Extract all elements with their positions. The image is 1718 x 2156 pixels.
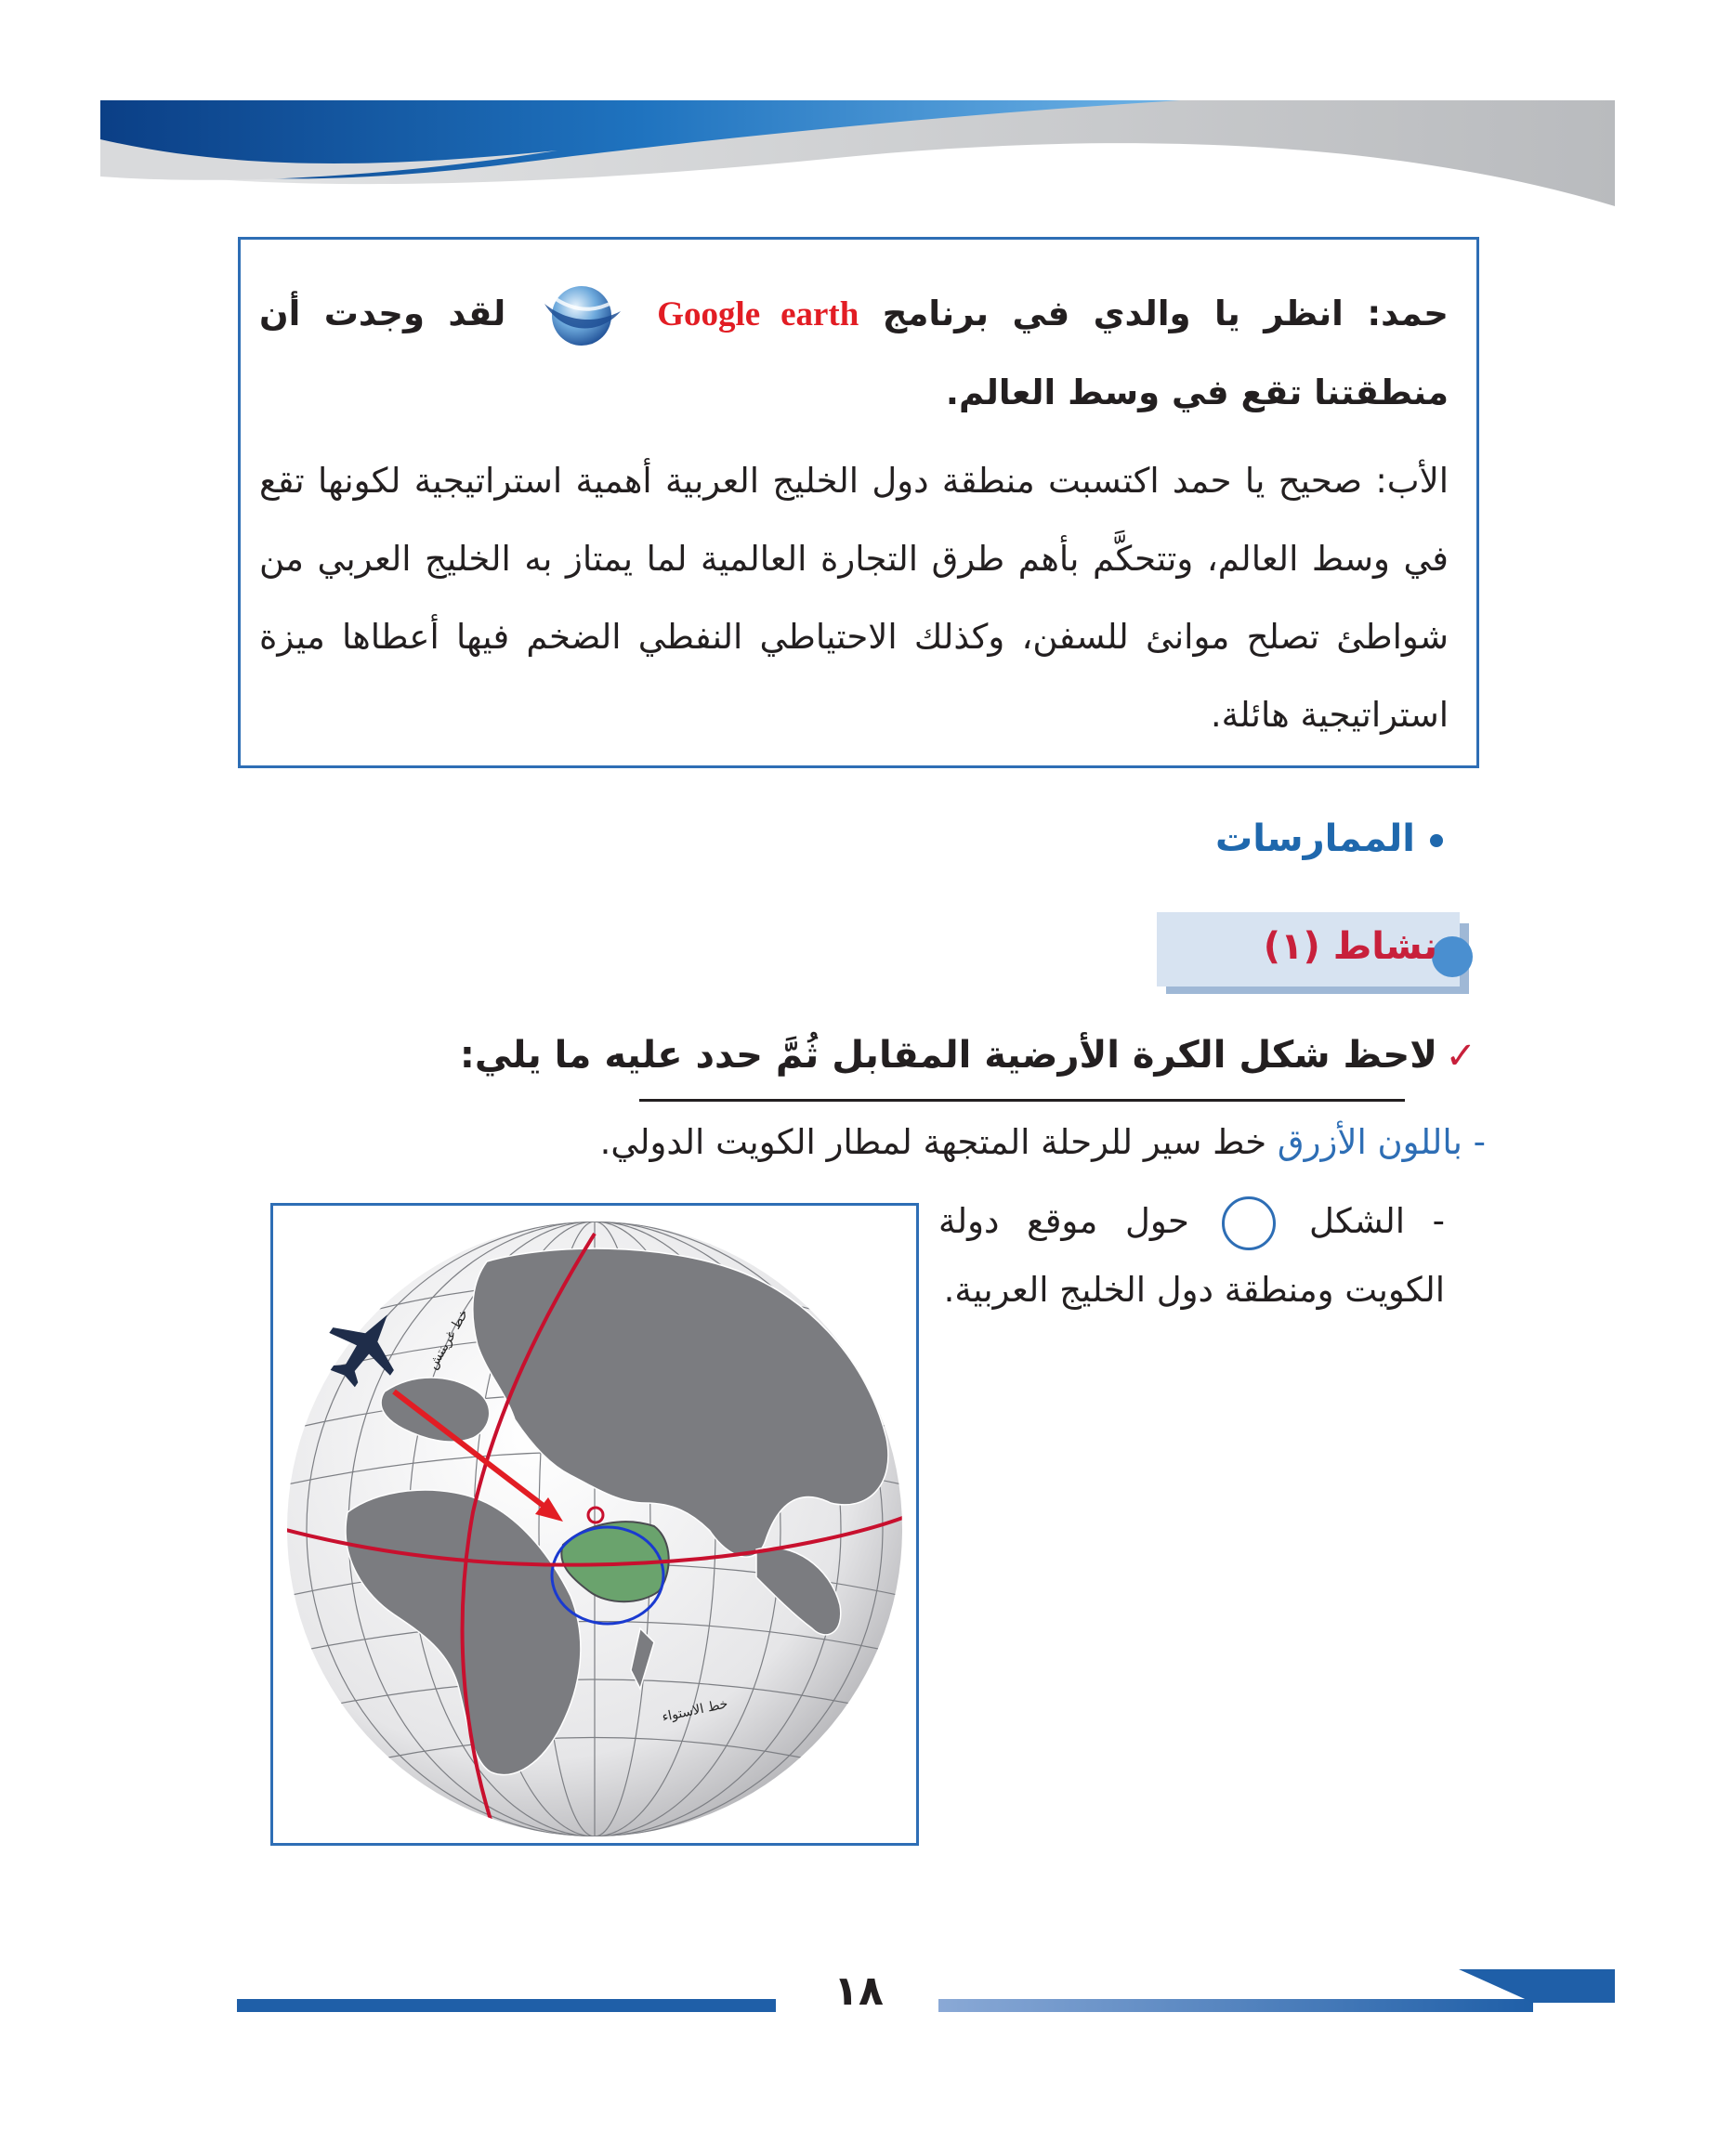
blue-route-task [600,1122,1486,1162]
circle-rest-text: حول موقع دولة الكويت ومنطقة دول الخليج العربية. [938,1201,1445,1310]
blue-color-label: - باللون الأزرق [1277,1122,1486,1162]
check-icon: ✓ [1445,1035,1476,1078]
father-dialogue: الأب: صحيح يا حمد اكتسبت منطقة دول الخليج العربية أهمية استراتيجية لكونها تقع في وسط العالم، وتتحكَّم بأهم طرق التجارة العالمية لما يمتاز به الخليج العربي من شواطئ تصلح موانئ للسفن، وكذلك الاحتياطي النفطي الضخم فيها أعطاها ميزة استراتيجية هائلة. [259,461,1449,735]
greenwich-label: خط غرينتش [425,1307,472,1373]
activity-instruction: لاحظ شكل الكرة الأرضية المقابل ثُمَّ حدد عليه ما يلي: [459,1034,1437,1077]
instruction-underline [639,1099,1405,1102]
google-earth-icon [535,285,628,346]
practices-heading-text: الممارسات [1215,817,1415,860]
globe-figure [270,1203,919,1846]
globe-map [273,1206,916,1843]
practices-heading [1215,817,1443,860]
circle-shape-icon [1222,1196,1276,1250]
google-earth-label: Google earth [657,295,859,333]
hamad-rest-text: لقد وجدت أن منطقتنا تقع في وسط العالم. [259,294,1449,412]
equator-label: خط الاستواء [661,1696,729,1725]
bullet-icon [1430,834,1443,847]
hamad-dialogue [259,275,1449,432]
dialogue-box [238,237,1479,768]
blue-route-text: خط سير للرحلة المتجهة لمطار الكويت الدولي. [599,1122,1278,1162]
header-wave-decoration [0,0,1718,242]
circle-task [938,1187,1445,1325]
page-number: ١٨ [833,1967,884,2015]
circle-prefix-text: - الشكل [1309,1201,1445,1241]
activity-title: نشاط (١) [1263,925,1437,968]
hamad-lead-text: حمد: انظر يا والدي في برنامج [882,294,1449,333]
